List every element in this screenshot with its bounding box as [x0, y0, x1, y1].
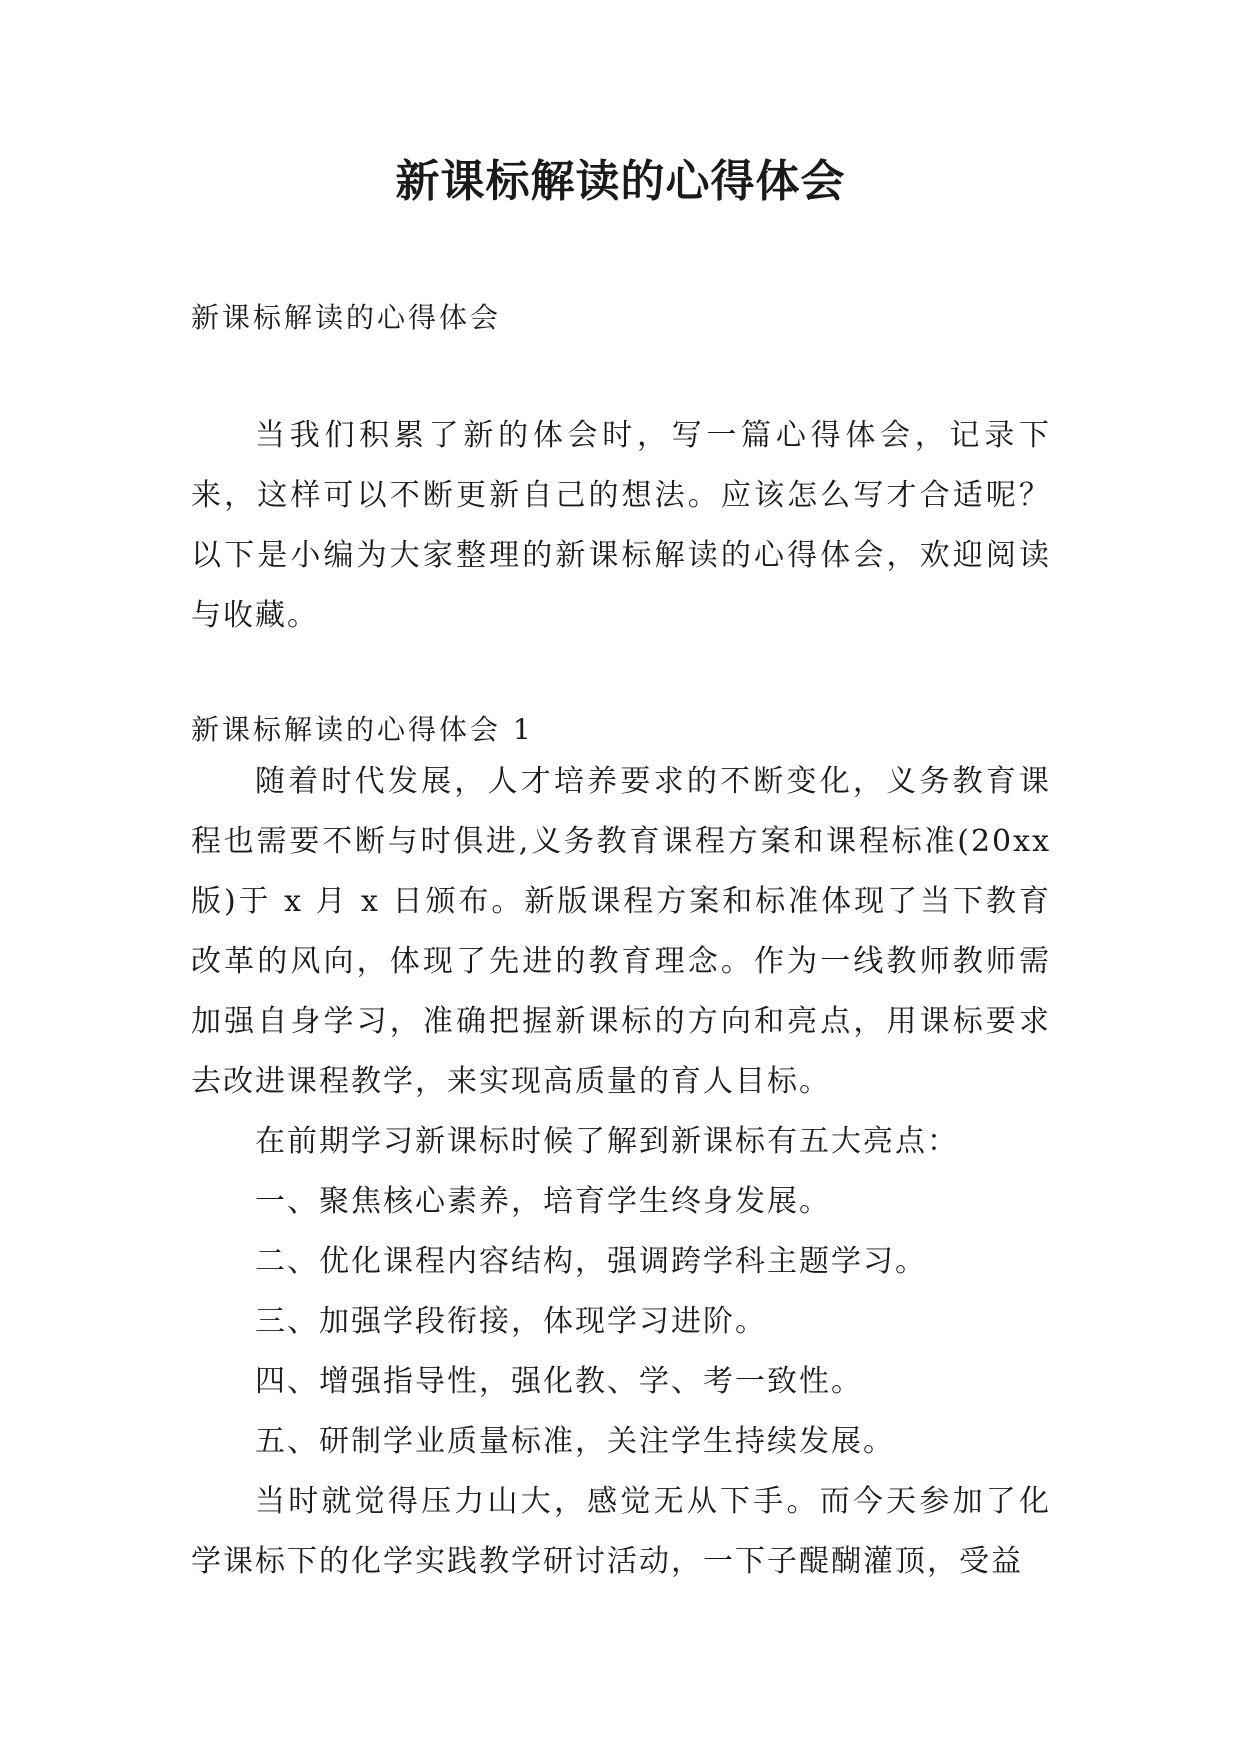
document-title: 新课标解读的心得体会 — [395, 156, 846, 207]
intro-paragraph — [191, 406, 1051, 646]
list-item: 三、加强学段衔接，体现学习进阶。 — [255, 1304, 767, 1339]
section-body — [191, 752, 1051, 1592]
list-item: 一、聚焦核心素养，培育学生终身发展。 — [255, 1184, 831, 1219]
list-item: 二、优化课程内容结构，强调跨学科主题学习。 — [255, 1244, 927, 1279]
intro-text: 当我们积累了新的体会时，写一篇心得体会，记录下来，这样可以不断更新自己的想法。应该怎么写才合适呢？以下是小编为大家整理的新课标解读的心得体会，欢迎阅读与收藏。 — [191, 418, 1051, 633]
document-subtitle: 新课标解读的心得体会 — [191, 301, 502, 334]
list-item: 五、研制学业质量标准，关注学生持续发展。 — [255, 1424, 895, 1459]
paragraph: 当时就觉得压力山大，感觉无从下手。而今天参加了化学课标下的化学实践教学研讨活动，一下子醍醐灌顶，受益 — [191, 1484, 1051, 1579]
list-item: 四、增强指导性，强化教、学、考一致性。 — [255, 1364, 863, 1399]
paragraph: 随着时代发展，人才培养要求的不断变化，义务教育课程也需要不断与时俱进,义务教育课程方案和课程标准(20xx版)于 x 月 x 日颁布。新版课程方案和标准体现了当下教育改革的风向，体现了先进的教育理念。作为一线教师教师需加强自身学习，准确把握新课标的方向和亮点，用课标要求去改进课程教学，来实现高质量的育人目标。 — [191, 764, 1051, 1099]
section-heading: 新课标解读的心得体会 1 — [191, 713, 534, 746]
paragraph: 在前期学习新课标时候了解到新课标有五大亮点： — [255, 1124, 959, 1159]
